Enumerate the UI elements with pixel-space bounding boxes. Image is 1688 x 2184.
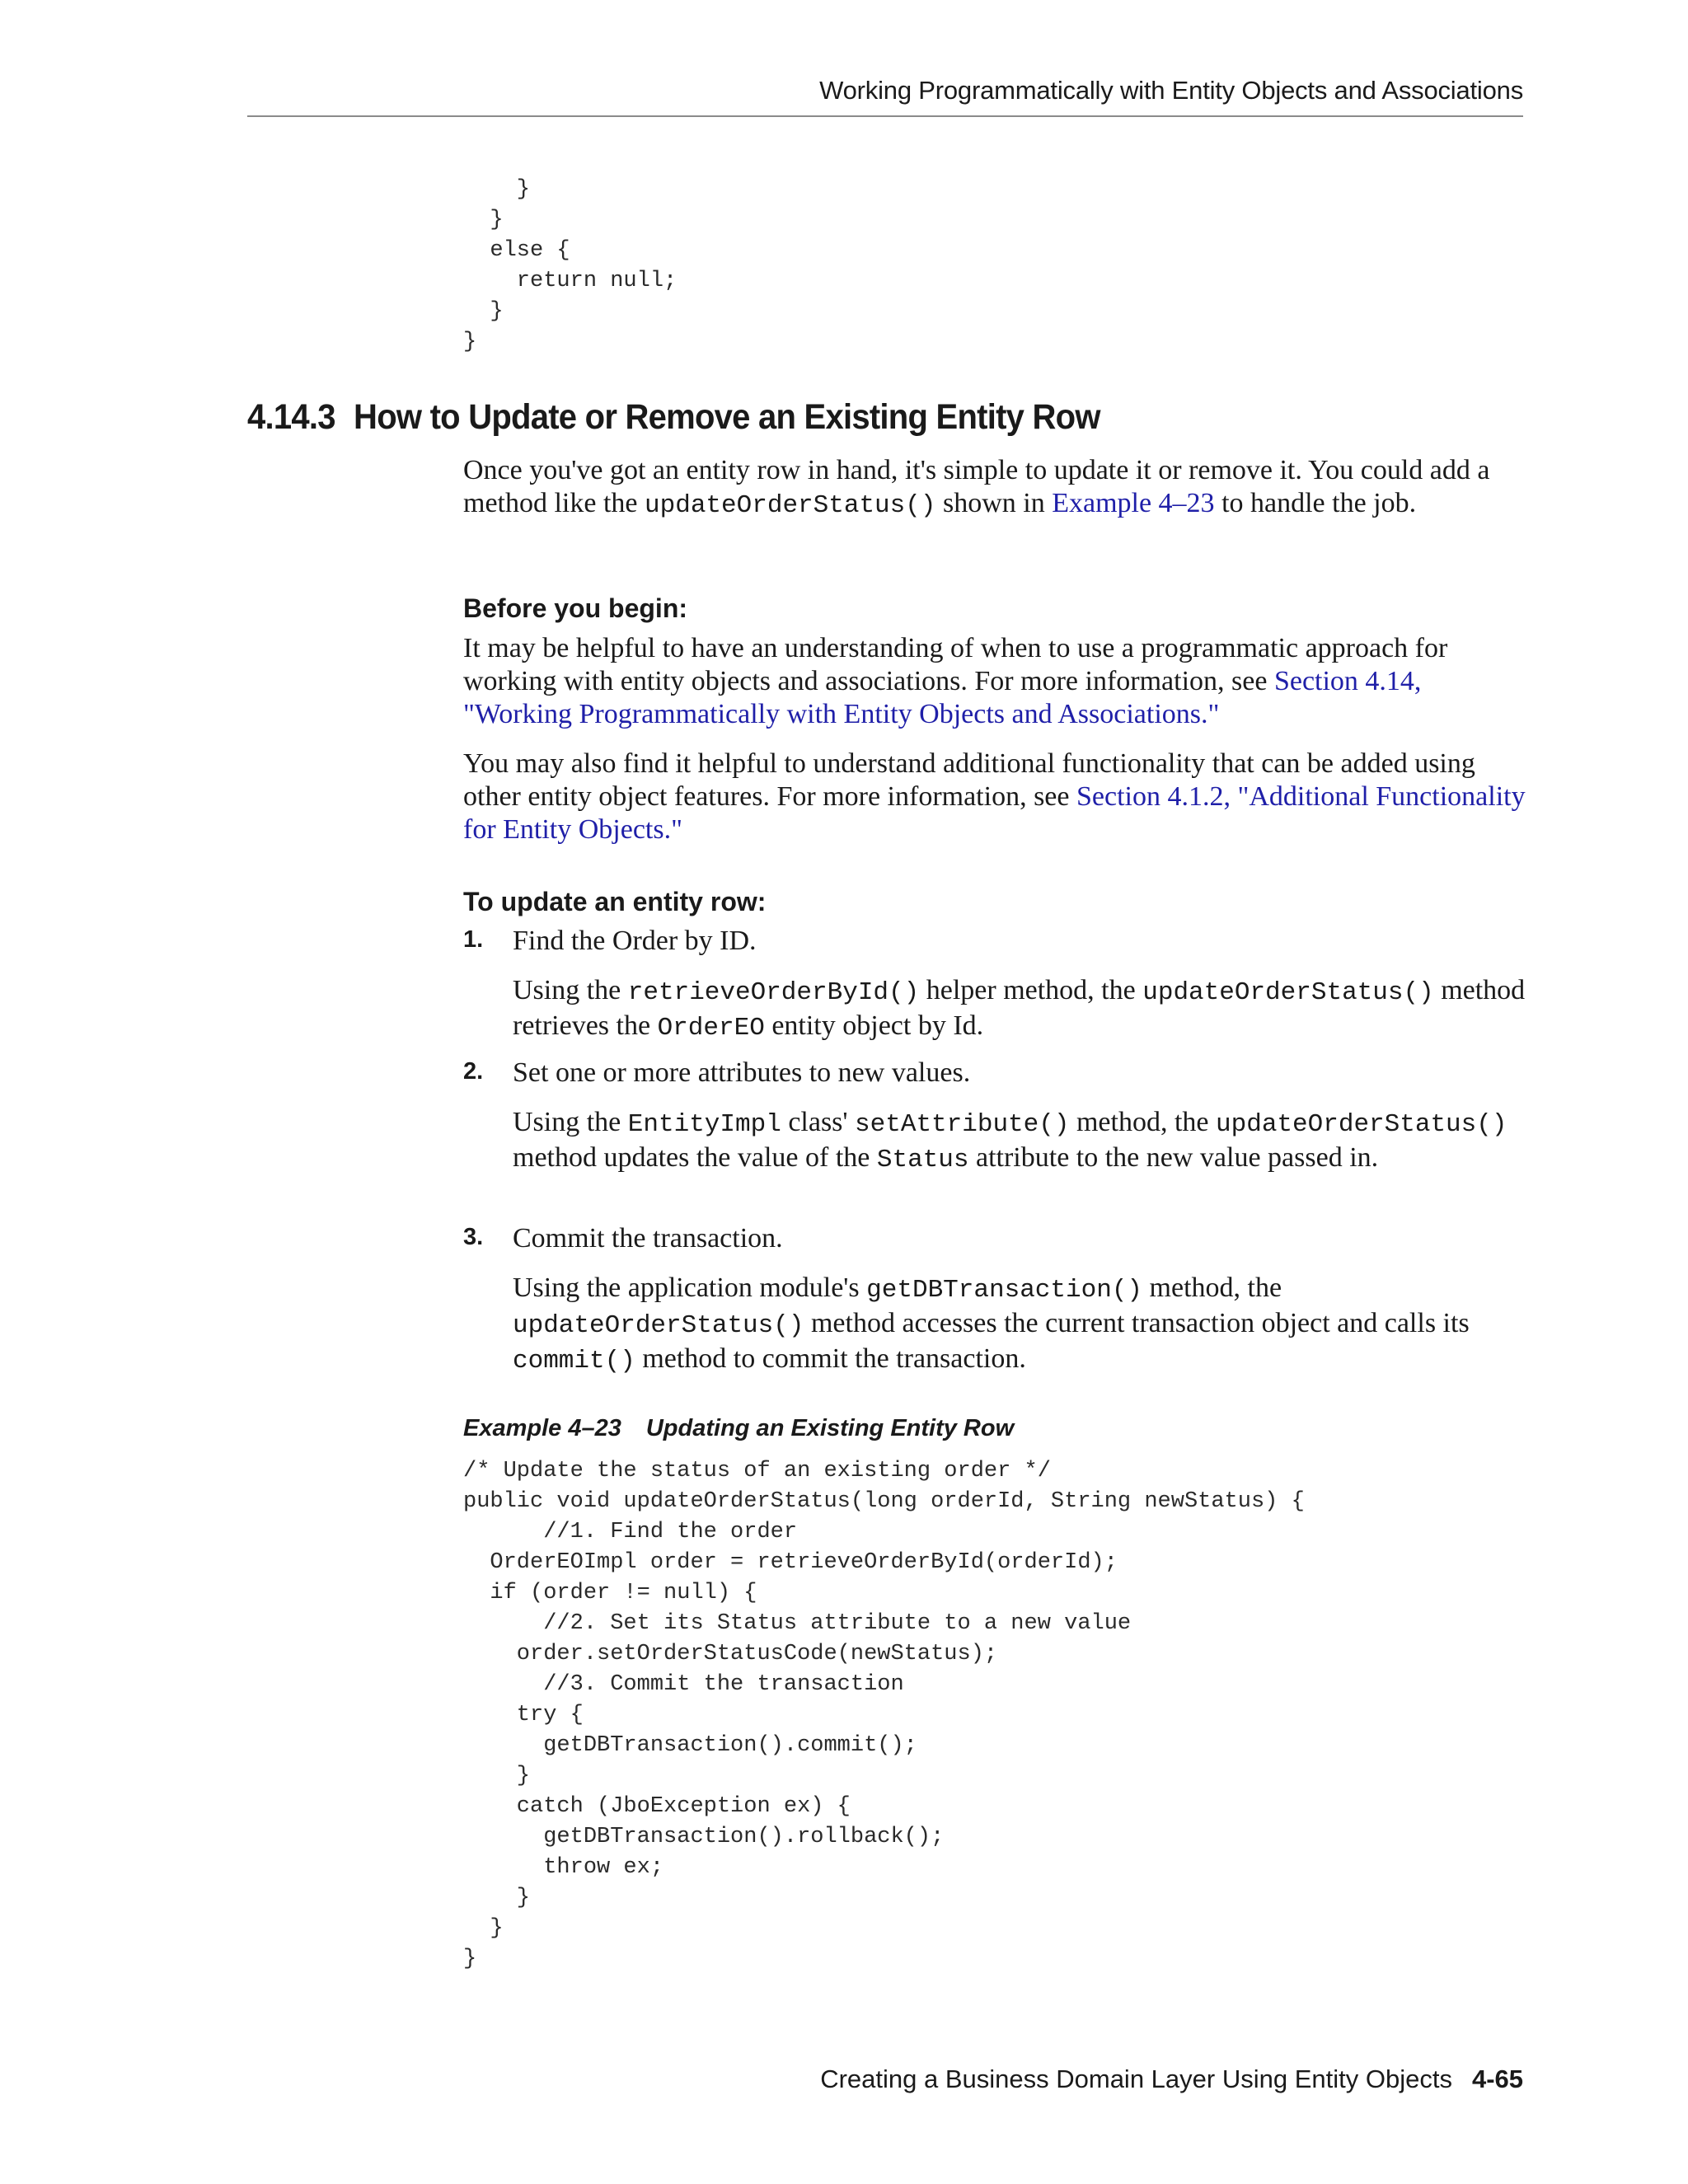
paragraph-text: It may be helpful to have an understanding of when to use a programmatic approach for working with entity objects and associations. For more information, see [463, 633, 1448, 696]
step-title: Set one or more attributes to new values. [513, 1057, 971, 1088]
intro-text: to handle the job. [1214, 488, 1417, 518]
paragraph-text: You may also find it helpful to understand additional functionality that can be added using other entity object features. For more information, see [463, 748, 1475, 812]
before-begin-paragraph-1 [463, 632, 1526, 731]
step-title: Commit the transaction. [513, 1223, 783, 1254]
section-title: How to Update or Remove an Existing Entity Row [354, 397, 1100, 437]
section-link[interactable]: Section 4.1.2, "Additional Functionality for Entity Objects." [463, 781, 1526, 845]
header-rule [247, 115, 1523, 117]
example-title: Updating an Existing Entity Row [645, 1415, 1015, 1441]
section-link[interactable]: Section 4.14, "Working Programmatically with Entity Objects and Associations." [463, 666, 1422, 729]
page-footer [495, 2064, 1523, 2094]
intro-text: Once you've got an entity row in hand, it's simple to update it or remove it. You could add a method like the [463, 455, 1490, 518]
procedure-heading: To update an entity row: [463, 887, 767, 916]
step-description: Using the application module's getDBTransaction() method, the updateOrderStatus() method accesses the current transaction object and calls its commit() method to commit the transaction. [513, 1272, 1470, 1376]
footer-title: Creating a Business Domain Layer Using Entity Objects [820, 2064, 1452, 2093]
step-number: 2. [463, 1058, 484, 1085]
code-continuation: } } else { return null; } } [463, 177, 678, 354]
intro-paragraph [463, 454, 1526, 523]
before-you-begin-heading: Before you begin: [463, 593, 688, 623]
section-heading [247, 397, 1100, 438]
example-caption [463, 1415, 1014, 1442]
step-description: Using the retrieveOrderById() helper method, the updateOrderStatus() method retrieves the OrderEO entity object by Id. [513, 975, 1526, 1043]
step-description: Using the EntityImpl class' setAttribute() method, the updateOrderStatus() method updates the value of the Status attribute to the new value passed in. [513, 1107, 1507, 1174]
step-title: Find the Order by ID. [513, 926, 757, 956]
example-label: Example 4–23 [463, 1415, 621, 1441]
intro-text: shown in [935, 488, 1053, 518]
step-number: 3. [463, 1224, 484, 1250]
example-code-block: /* Update the status of an existing order */ public void updateOrderStatus(long orderId, String newStatus) { //1. Find the order OrderEOImpl order = retrieveOrderById(orderId); if (order != null) { //2. Set its Status attribute to a new value order.setOrderStatusCode(newStatus); //3. Commit the transaction try { getDBTransaction().commit(); } catch (JboException ex) { getDBTransaction().rollback(); throw ex; } } } [463, 1459, 1305, 1971]
example-link[interactable]: Example 4–23 [1052, 488, 1215, 518]
section-number: 4.14.3 [247, 397, 335, 437]
step-number: 1. [463, 926, 484, 953]
page-number: 4-65 [1471, 2064, 1523, 2093]
running-header: Working Programmatically with Entity Objects and Associations [819, 76, 1523, 105]
before-begin-paragraph-2 [463, 748, 1526, 846]
intro-code: updateOrderStatus() [645, 491, 936, 520]
